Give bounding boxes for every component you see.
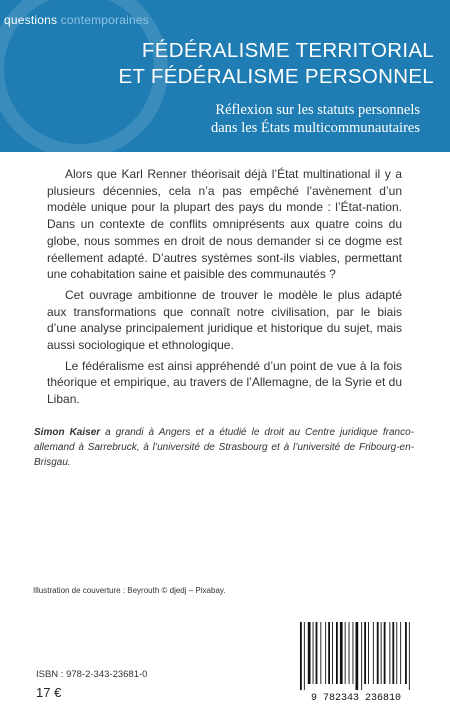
series-name <box>4 13 149 27</box>
blurb-paragraph-1: Alors que Karl Renner théorisait déjà l’État multinational il y a plusieurs décennies, cela n’a pas empêché l’avènement d’un modèle unique pour la plupart des pays du monde : l’État-nation. Dans un contexte de conflits omniprésents aux quatre coins du globe, nous sommes en droit de nous demander si ce dogme est réellement adapté. D’autres systèmes sont-ils viables, permettant une cohabitation saine et paisible des communautés ? <box>47 167 402 282</box>
book-title-line1: FÉDÉRALISME TERRITORIAL <box>141 39 434 62</box>
book-subtitle-line2: dans les États multicommunautaires <box>211 120 420 136</box>
barcode-digits: 9 782343 236810 <box>310 693 402 704</box>
price: 17 € <box>36 685 62 700</box>
barcode-icon <box>290 618 422 704</box>
cover-header <box>0 0 450 152</box>
series-name-part1: questions <box>4 13 58 27</box>
author-name: Simon Kaiser <box>34 427 101 438</box>
author-bio <box>34 425 414 470</box>
book-subtitle <box>0 101 420 137</box>
isbn: ISBN : 978-2-343-23681-0 <box>36 669 148 680</box>
book-subtitle-line1: Réflexion sur les statuts personnels <box>215 102 420 118</box>
blurb-paragraph-2: Cet ouvrage ambitionne de trouver le modèle le plus adapté aux transformations que connaît notre civilisation, par le biais d’une analyse principalement juridique et historique du sujet, mais aussi sociologique et ethnologique. <box>47 287 402 353</box>
author-bio-text: a grandi à Angers et a étudié le droit au Centre juridique franco-allemand à Sarrebruck, à l’université de Strasbourg et à l’université de Fribourg-en-Brisgau. <box>34 427 414 468</box>
blurb <box>47 166 402 412</box>
book-title <box>0 38 434 90</box>
book-title-line2: ET FÉDÉRALISME PERSONNEL <box>118 65 434 88</box>
cover-credit: Illustration de couverture : Beyrouth © djedj – Pixabay. <box>33 586 226 595</box>
blurb-paragraph-3: Le fédéralisme est ainsi appréhendé d’un point de vue à la fois théorique et empirique, au travers de l’Allemagne, de la Syrie et du Liban. <box>47 358 402 407</box>
series-name-part2: contemporaines <box>60 13 149 27</box>
